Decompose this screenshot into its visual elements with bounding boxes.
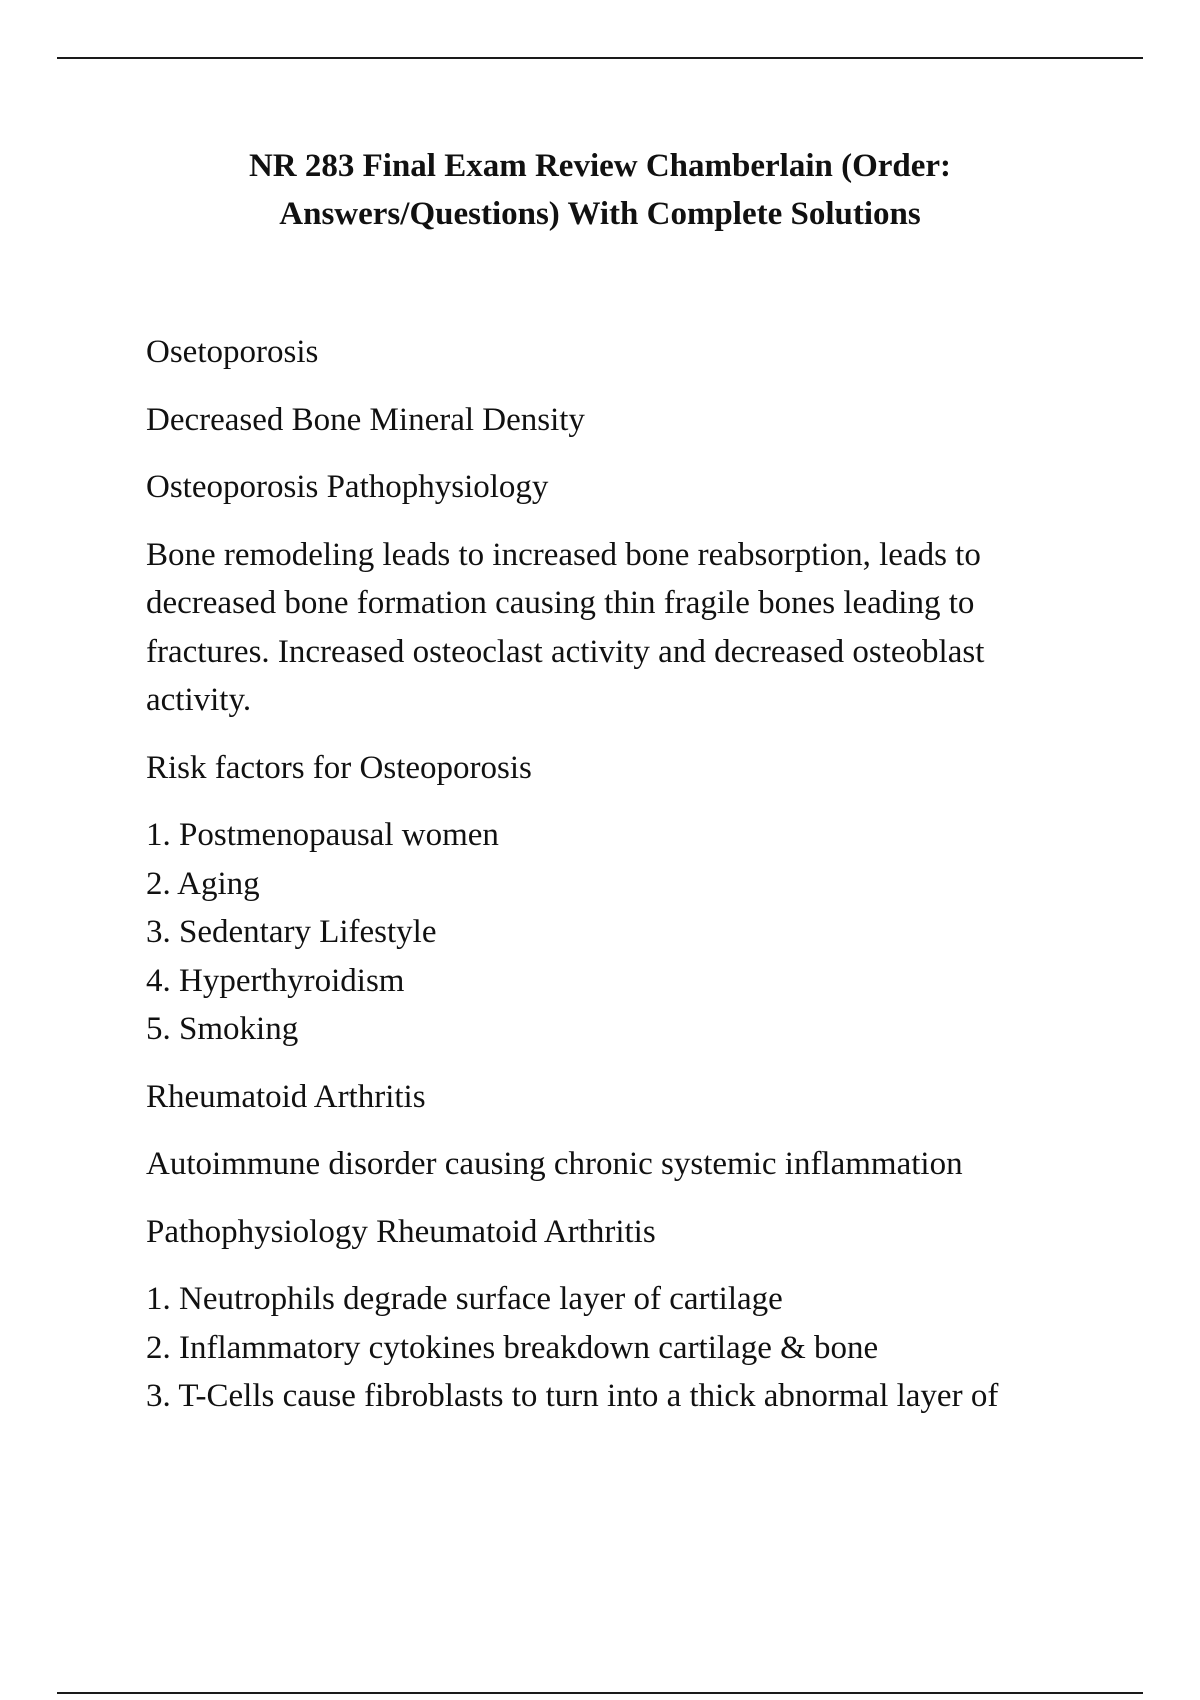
list-item: 2. Inflammatory cytokines breakdown cartilage & bone bbox=[146, 1329, 879, 1366]
bottom-divider bbox=[57, 1692, 1143, 1694]
list-item: 3. T-Cells cause fibroblasts to turn into a thick abnormal layer of bbox=[146, 1378, 999, 1414]
top-divider bbox=[57, 57, 1143, 59]
list-item: 1. Postmenopausal women bbox=[146, 817, 499, 853]
term-risk-factors: Risk factors for Osteoporosis bbox=[146, 749, 532, 786]
term-rheumatoid-arthritis: Rheumatoid Arthritis bbox=[146, 1078, 426, 1115]
definition-osteoporosis: Decreased Bone Mineral Density bbox=[146, 401, 585, 438]
risk-factors-list bbox=[146, 811, 1146, 1054]
term-osteoporosis: Osetoporosis bbox=[146, 334, 319, 370]
term-ra-pathophysiology: Pathophysiology Rheumatoid Arthritis bbox=[146, 1213, 656, 1250]
document-body bbox=[146, 328, 1146, 1440]
title-line-2: Answers/Questions) With Complete Solutions bbox=[279, 196, 921, 232]
list-item: 3. Sedentary Lifestyle bbox=[146, 914, 437, 950]
title-line-1: NR 283 Final Exam Review Chamberlain (Order: bbox=[248, 148, 952, 184]
list-item: 1. Neutrophils degrade surface layer of cartilage bbox=[146, 1281, 783, 1317]
list-item: 4. Hyperthyroidism bbox=[146, 962, 405, 999]
definition-osteoporosis-pathophysiology: Bone remodeling leads to increased bone reabsorption, leads to decreased bone formation causing thin fragile bones leading to fractures. Increased osteoclast activity and decreased osteoblast activity. bbox=[146, 536, 985, 718]
definition-rheumatoid-arthritis: Autoimmune disorder causing chronic systemic inflammation bbox=[146, 1146, 963, 1182]
term-osteoporosis-pathophysiology: Osteoporosis Pathophysiology bbox=[146, 469, 549, 505]
document-title bbox=[150, 142, 1050, 238]
list-item: 2. Aging bbox=[146, 865, 260, 902]
ra-pathophysiology-list bbox=[146, 1275, 1146, 1421]
list-item: 5. Smoking bbox=[146, 1011, 299, 1047]
